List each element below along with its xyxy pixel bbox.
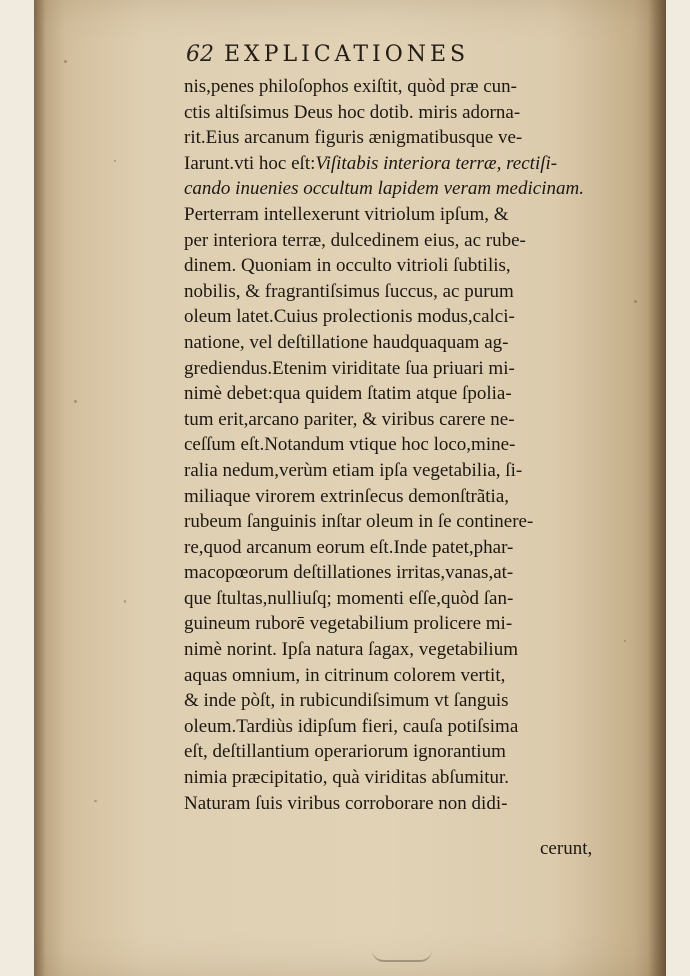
text-line: nis,penes philoſophos exiſtit, quòd præ cun- [184,76,518,97]
text-line: dinem. Quoniam in occulto vitrioli ſubtilis, [184,255,511,277]
text-line: miliaque virorem extrinſecus demonſtrãtia, [184,485,510,507]
text-line [184,151,610,177]
text-line: grediendus.Etenim viriditate ſua priuari mi- [184,357,515,379]
text-line: Perterram intellexerunt vitriolum ipſum, & [184,203,509,225]
text-segment: Iarunt.vti hoc eſt: [184,152,316,174]
page-header [186,42,606,76]
page-gutter-shadow [34,0,46,976]
text-line: guineum ruborē vegetabilium prolicere mi- [184,613,513,635]
text-line: & inde pòſt, in rubicundiſsimum vt ſanguis [184,690,509,712]
catchword: cerunt, [540,838,593,859]
text-line: nimè norint. Ipſa natura ſagax, vegetabilium [184,639,518,661]
italic-quote-continued: cando inuenies occultum lapidem veram medicinam. [184,178,584,200]
running-head: EXPLICATIONES [224,42,470,67]
paper-speck [114,160,116,162]
text-line: macopœorum deſtillationes irritas,vanas,at- [184,562,514,584]
text-line: oleum.Tardiùs idipſum fieri, cauſa potiſsima [184,715,519,737]
text-line: oleum latet.Cuius prolectionis modus,calci- [184,306,515,328]
text-line: tum erit,arcano pariter, & viribus carere ne- [184,408,515,430]
page-number: 62 [186,42,214,67]
text-line: eſt, deſtillantium operariorum ignorantium [184,741,506,763]
text-line: nimia præcipitatio, quà viriditas abſumitur. [184,767,510,789]
page-edge-shadow [648,0,666,976]
text-line: rubeum ſanguinis inſtar oleum in ſe continere- [184,511,534,533]
text-line: aquas omnium, in citrinum colorem vertit, [184,664,506,686]
text-line: nobilis, & fragrantiſsimus ſuccus, ac purum [184,280,514,302]
paper-speck [624,640,626,642]
text-line: Naturam ſuis viribus corroborare non didi- [184,792,508,814]
paper-speck [74,400,77,403]
text-line: per interiora terræ, dulcedinem eius, ac rube- [184,229,526,251]
text-line: que ſtultas,nulliuſq; momenti eſſe,quòd ſan- [184,587,514,609]
body-text [184,74,610,816]
text-line: re,quod arcanum eorum eſt.Inde patet,phar- [184,536,514,558]
bottom-flourish [372,950,432,962]
italic-quote: Viſitabis interiora terræ, rectiſi- [315,152,558,174]
text-line: ceſſum eſt.Notandum vtique hoc loco,mine- [184,434,516,456]
text-line: rit.Eius arcanum figuris ænigmatibusque ve- [184,127,523,149]
paper-speck [634,300,637,303]
paper-speck [124,600,126,603]
text-line: natione, vel deſtillatione haudquaquam ag- [184,331,509,353]
text-line: ctis altiſsimus Deus hoc dotib. miris adorna- [184,101,521,123]
text-line: ralia nedum,verùm etiam ipſa vegetabilia, ſi- [184,459,523,481]
paper-speck [94,800,97,802]
text-line [184,176,610,202]
paper-speck [64,60,67,63]
text-line: nimè debet:qua quidem ſtatim atque ſpolia- [184,383,512,405]
